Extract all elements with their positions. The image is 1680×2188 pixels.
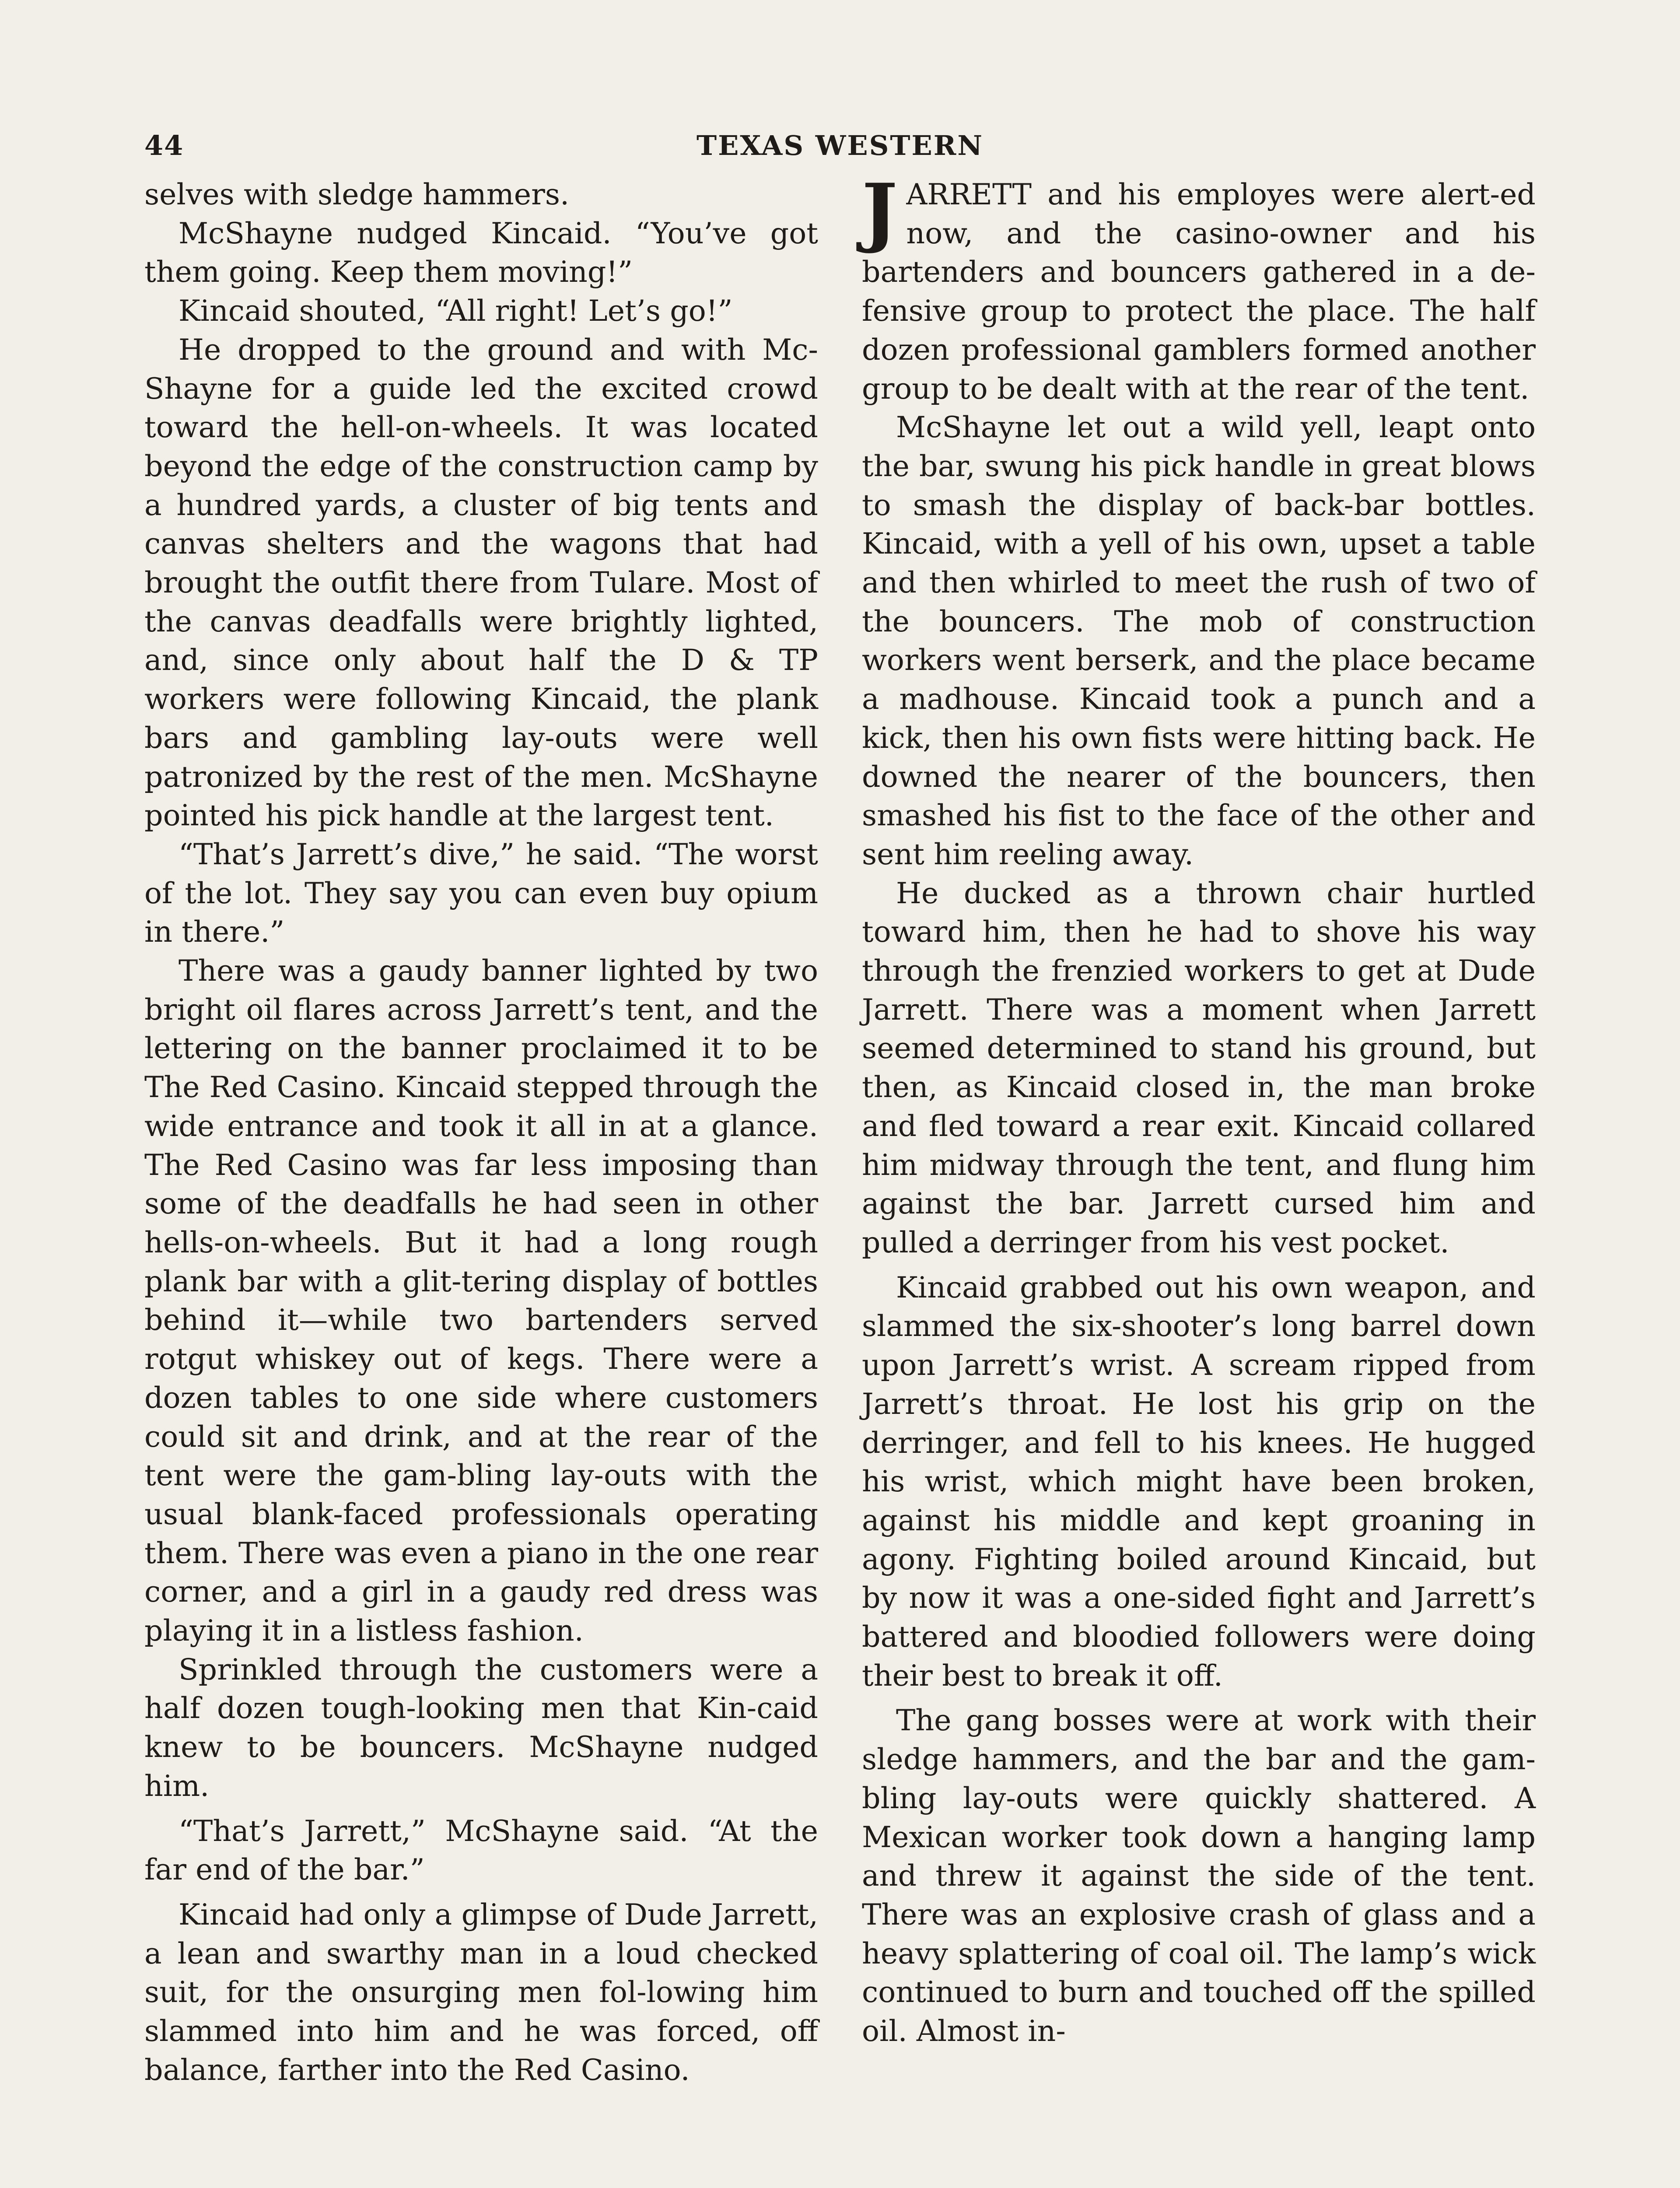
left-column [144, 175, 818, 2089]
paragraph-with-dropcap [862, 167, 1536, 408]
right-column [862, 167, 1536, 2051]
paragraph: Kincaid grabbed out his own weapon, and slammed the six-shooter’s long barrel down upon Jarrett’s wrist. A scream ripped from Jarrett’s throat. He lost his grip on the derringer, and fell to his knees. He hugged his wrist, which might have been broken, against his middle and kept groaning in agony. Fighting boiled around Kincaid, but by now it was a one-sided fight and Jarrett’s battered and bloodied followers were doing their best to break it off. [862, 1270, 1536, 1693]
paragraph: McShayne nudged Kincaid. “You’ve got them going. Keep them moving!” [144, 216, 818, 289]
paragraph: He dropped to the ground and with Mc-Shayne for a guide led the excited crowd toward the hell-on-wheels. It was located beyond the edge of the construction camp by a hundred yards, a cluster of big tents and canvas shelters and the wagons that had brought the outfit there from Tulare. Most of the canvas deadfalls were brightly lighted, and, since only about half the D & TP workers were following Kincaid, the plank bars and gambling lay-outs were well patronized by the rest of the men. McShayne pointed his pick handle at the largest tent. [144, 332, 818, 833]
paragraph: McShayne let out a wild yell, leapt onto the bar, swung his pick handle in great blows to smash the display of back-bar bottles. Kincaid, with a yell of his own, upset a table and then whirled to meet the rush of two of the bouncers. The mob of construction workers went berserk, and the place became a madhouse. Kincaid took a punch and a kick, then his own fists were hitting back. He downed the nearer of the bouncers, then smashed his fist to the face of the other and sent him reeling away. [862, 410, 1536, 871]
paragraph: There was a gaudy banner lighted by two bright oil flares across Jarrett’s tent, and the lettering on the banner proclaimed it to be The Red Casino. Kincaid stepped through the wide entrance and took it all in at a glance. The Red Casino was far less imposing than some of the deadfalls he had seen in other hells-on-wheels. But it had a long rough plank bar with a glit-tering display of bottles behind it—while two bartenders served rotgut whiskey out of kegs. There were a dozen tables to one side where customers could sit and drink, and at the rear of the tent were the gam-bling lay-outs with the usual blank-faced professionals operating them. There was even a piano in the one rear corner, and a girl in a gaudy red dress was playing it in a listless fashion. [144, 954, 818, 1648]
paragraph: “That’s Jarrett,” McShayne said. “At the far end of the bar.” [144, 1813, 818, 1887]
paragraph: Kincaid shouted, “All right! Let’s go!” [178, 294, 733, 328]
paragraph: Kincaid had only a glimpse of Dude Jarrett, a lean and swarthy man in a loud checked suit, for the onsurging men fol-lowing him slammed into him and he was forced, off balance, farther into the Red Casino. [144, 1897, 818, 2087]
paragraph: The gang bosses were at work with their sledge hammers, and the bar and the gam-bling lay-outs were quickly shattered. A Mexican worker took down a hanging lamp and threw it against the side of the tent. There was an explosive crash of glass and a heavy splattering of coal oil. The lamp’s wick continued to burn and touched off the spilled oil. Almost in- [862, 1703, 1536, 2048]
running-head: TEXAS WESTERN [696, 130, 984, 161]
paragraph: He ducked as a thrown chair hurtled toward him, then he had to shove his way through the frenzied workers to get at Dude Jarrett. There was a moment when Jarrett seemed determined to stand his ground, but then, as Kincaid closed in, the man broke and fled toward a rear exit. Kincaid collared him midway through the tent, and flung him against the bar. Jarrett cursed him and pulled a derringer from his vest pocket. [862, 876, 1536, 1259]
page-number: 44 [144, 130, 184, 161]
paragraph: “That’s Jarrett’s dive,” he said. “The worst of the lot. They say you can even buy opium in there.” [144, 837, 818, 949]
paragraph: Sprinkled through the customers were a half dozen tough-looking men that Kin-caid knew to be bouncers. McShayne nudged him. [144, 1652, 818, 1803]
dropcap-paragraph-text: ARRETT and his employes were alert-ed now, and the casino-owner and his bartenders and bouncers gathered in a de-fensive group to protect the place. The half dozen professional gamblers formed another group to be dealt with at the rear of the tent. [862, 177, 1536, 406]
drop-cap: J [862, 167, 898, 256]
paragraph: selves with sledge hammers. [144, 177, 570, 211]
